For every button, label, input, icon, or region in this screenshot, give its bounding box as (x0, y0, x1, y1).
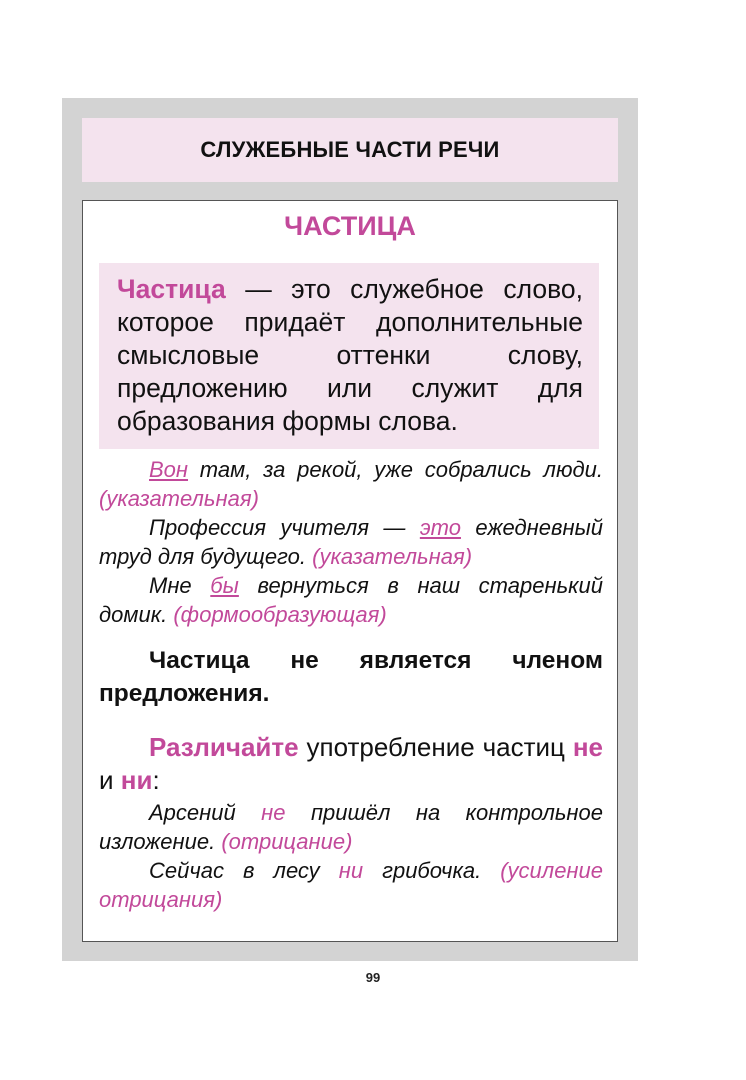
definition-term: Частица (117, 274, 226, 304)
distinguish-example-1: Арсений не пришёл на контрольное изложение. (отрицание) (99, 800, 603, 854)
distinguish-example-2: Сейчас в лесу ни грибочка. (усиление отрицания) (99, 858, 603, 912)
distinguish-word: Различайте (149, 732, 299, 762)
definition-body: — это служебное слово, которое придаёт дополнительные смысловые оттенки слову, предложению или служит для образования формы слова. (117, 274, 583, 436)
example-label: (усиление отрицания) (99, 858, 603, 912)
example-label: (формообразующая) (173, 602, 387, 627)
distinguish-block (99, 731, 603, 797)
particle-highlight: это (419, 515, 461, 540)
rule-card (82, 200, 618, 942)
example-label: (отрицание) (221, 829, 353, 854)
particle-highlight: Вон (149, 457, 189, 482)
examples-block (99, 455, 603, 629)
note-text: Частица не является членом предложения. (99, 647, 603, 707)
example-2: Профессия учителя — это ежедневный труд для будущего. (указательная) (99, 515, 603, 569)
particle-highlight: ни (338, 858, 364, 883)
example-label: (указательная) (312, 544, 473, 569)
page-frame (62, 98, 638, 961)
example-label: (указательная) (99, 486, 259, 511)
distinguish-text: Различайте употребление частиц не и ни: (99, 732, 603, 795)
particle-highlight: бы (210, 573, 239, 598)
particle-highlight: не (261, 800, 286, 825)
definition-box (99, 263, 599, 449)
note-block (99, 644, 603, 710)
card-title: ЧАСТИЦА (284, 211, 416, 241)
page-number: 99 (365, 970, 381, 985)
particle-ni: ни (120, 765, 153, 795)
example-1: Вон там, за рекой, уже собрались люди. (указательная) (99, 457, 603, 511)
definition-text (117, 273, 583, 438)
distinguish-examples (99, 798, 603, 914)
section-header (82, 118, 618, 182)
particle-ne: не (572, 732, 603, 762)
example-3: Мне бы вернуться в наш старенький домик. (формообразующая) (99, 573, 603, 627)
section-title: СЛУЖЕБНЫЕ ЧАСТИ РЕЧИ (200, 137, 500, 162)
